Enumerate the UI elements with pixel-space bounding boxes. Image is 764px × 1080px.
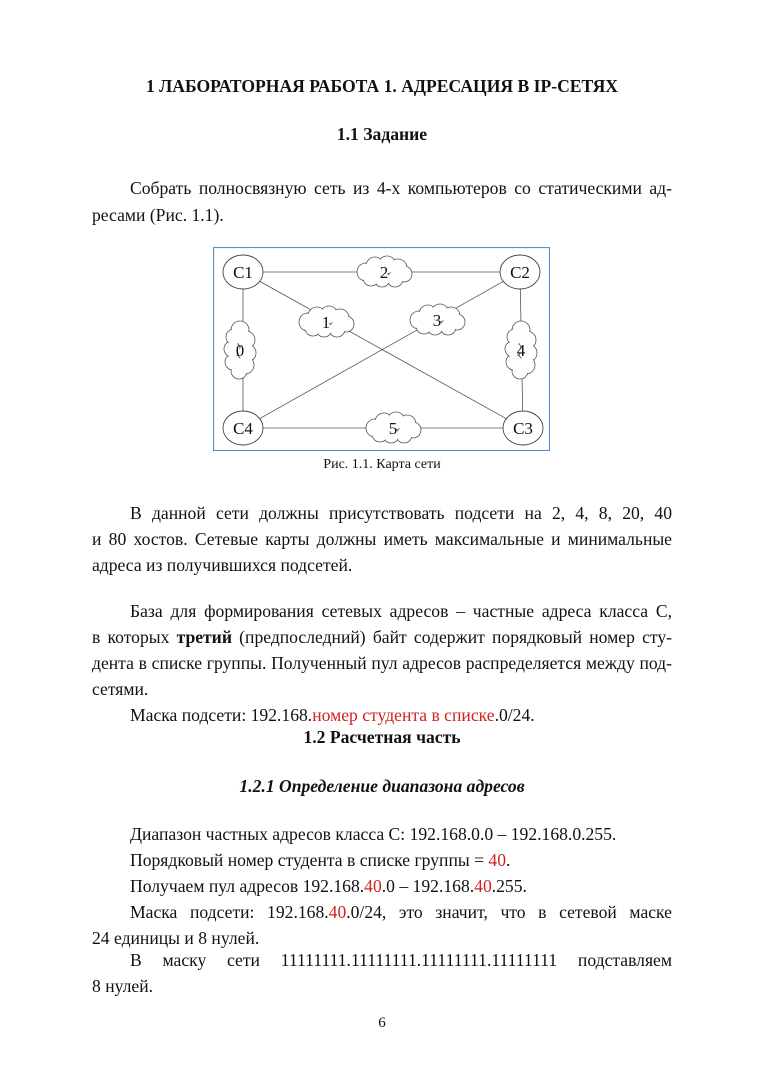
highlight-text: номер студента в списке xyxy=(312,705,495,725)
text: . xyxy=(506,850,511,870)
text: Получаем пул адресов 192.168. xyxy=(130,876,365,896)
bold-text: третий xyxy=(176,627,232,647)
text: в которых xyxy=(92,627,177,647)
calc-line xyxy=(130,901,672,923)
text: (предпоследний) байт содержит порядковый номер сту- xyxy=(231,627,672,647)
paragraph-line: дента в списке группы. Полученный пул адресов распределяется между под- xyxy=(92,653,672,673)
student-number: 40 xyxy=(328,902,347,922)
task-text-line: Собрать полносвязную сеть из 4-х компьютеров со статическими ад- xyxy=(130,178,672,198)
text: Порядковый номер студента в списке группы = xyxy=(130,850,489,870)
text: .255. xyxy=(491,876,527,896)
task-text-line: ресами (Рис. 1.1). xyxy=(92,205,224,225)
mask-line xyxy=(130,704,672,726)
calc-line: В маску сети 11111111.11111111.11111111.11111111 подставляем xyxy=(130,950,672,970)
cloud-label: 5 xyxy=(388,419,398,438)
text: .0/24. xyxy=(494,705,535,725)
calc-line: 8 нулей. xyxy=(92,976,154,996)
page-number: 6 xyxy=(378,1015,386,1031)
node-c3 xyxy=(503,411,543,445)
node-c2 xyxy=(500,255,540,289)
text: .0 – 192.168. xyxy=(381,876,475,896)
node-label: C1 xyxy=(233,263,253,282)
calc-line: 24 единицы и 8 нулей. xyxy=(92,928,260,948)
text: Маска подсети: 192.168. xyxy=(130,705,313,725)
node-c4 xyxy=(223,411,263,445)
cloud-label: 2 xyxy=(379,263,389,282)
subsection-heading: 1.2.1 Определение диапазона адресов xyxy=(239,776,525,796)
cloud-label: 4 xyxy=(516,341,526,360)
cloud-label: 3 xyxy=(432,311,442,330)
calc-line xyxy=(130,875,672,897)
node-label: C3 xyxy=(513,419,533,438)
text: Маска подсети: 192.168. xyxy=(130,902,329,922)
paragraph-line: и 80 хостов. Сетевые карты должны иметь максимальные и минимальные xyxy=(92,529,672,549)
paragraph-line: В данной сети должны присутствовать подсети на 2, 4, 8, 20, 40 xyxy=(130,503,672,523)
node-c1 xyxy=(223,255,263,289)
section-heading-1-2: 1.2 Расчетная часть xyxy=(303,727,461,747)
cloud-label: 1 xyxy=(321,313,331,332)
calc-line: Диапазон частных адресов класса С: 192.168.0.0 – 192.168.0.255. xyxy=(130,824,617,844)
page-title: 1 ЛАБОРАТОРНАЯ РАБОТА 1. АДРЕСАЦИЯ В IP-СЕТЯХ xyxy=(145,76,619,96)
cloud-label: 0 xyxy=(235,341,245,360)
calc-line xyxy=(130,849,672,871)
figure-caption: Рис. 1.1. Карта сети xyxy=(323,457,441,472)
student-number: 40 xyxy=(474,876,492,896)
node-label: C4 xyxy=(233,419,253,438)
paragraph-line: База для формирования сетевых адресов – частные адреса класса С, xyxy=(130,601,672,621)
text: .0/24, это значит, что в сетевой маске xyxy=(346,902,672,922)
student-number: 40 xyxy=(364,876,382,896)
section-heading-1-1: 1.1 Задание xyxy=(336,124,428,144)
student-number: 40 xyxy=(488,850,507,870)
node-label: C2 xyxy=(510,263,530,282)
network-map-figure xyxy=(213,247,550,451)
paragraph-line: адреса из получившихся подсетей. xyxy=(92,555,353,575)
paragraph-line: сетями. xyxy=(92,679,149,699)
paragraph-line xyxy=(92,626,672,648)
